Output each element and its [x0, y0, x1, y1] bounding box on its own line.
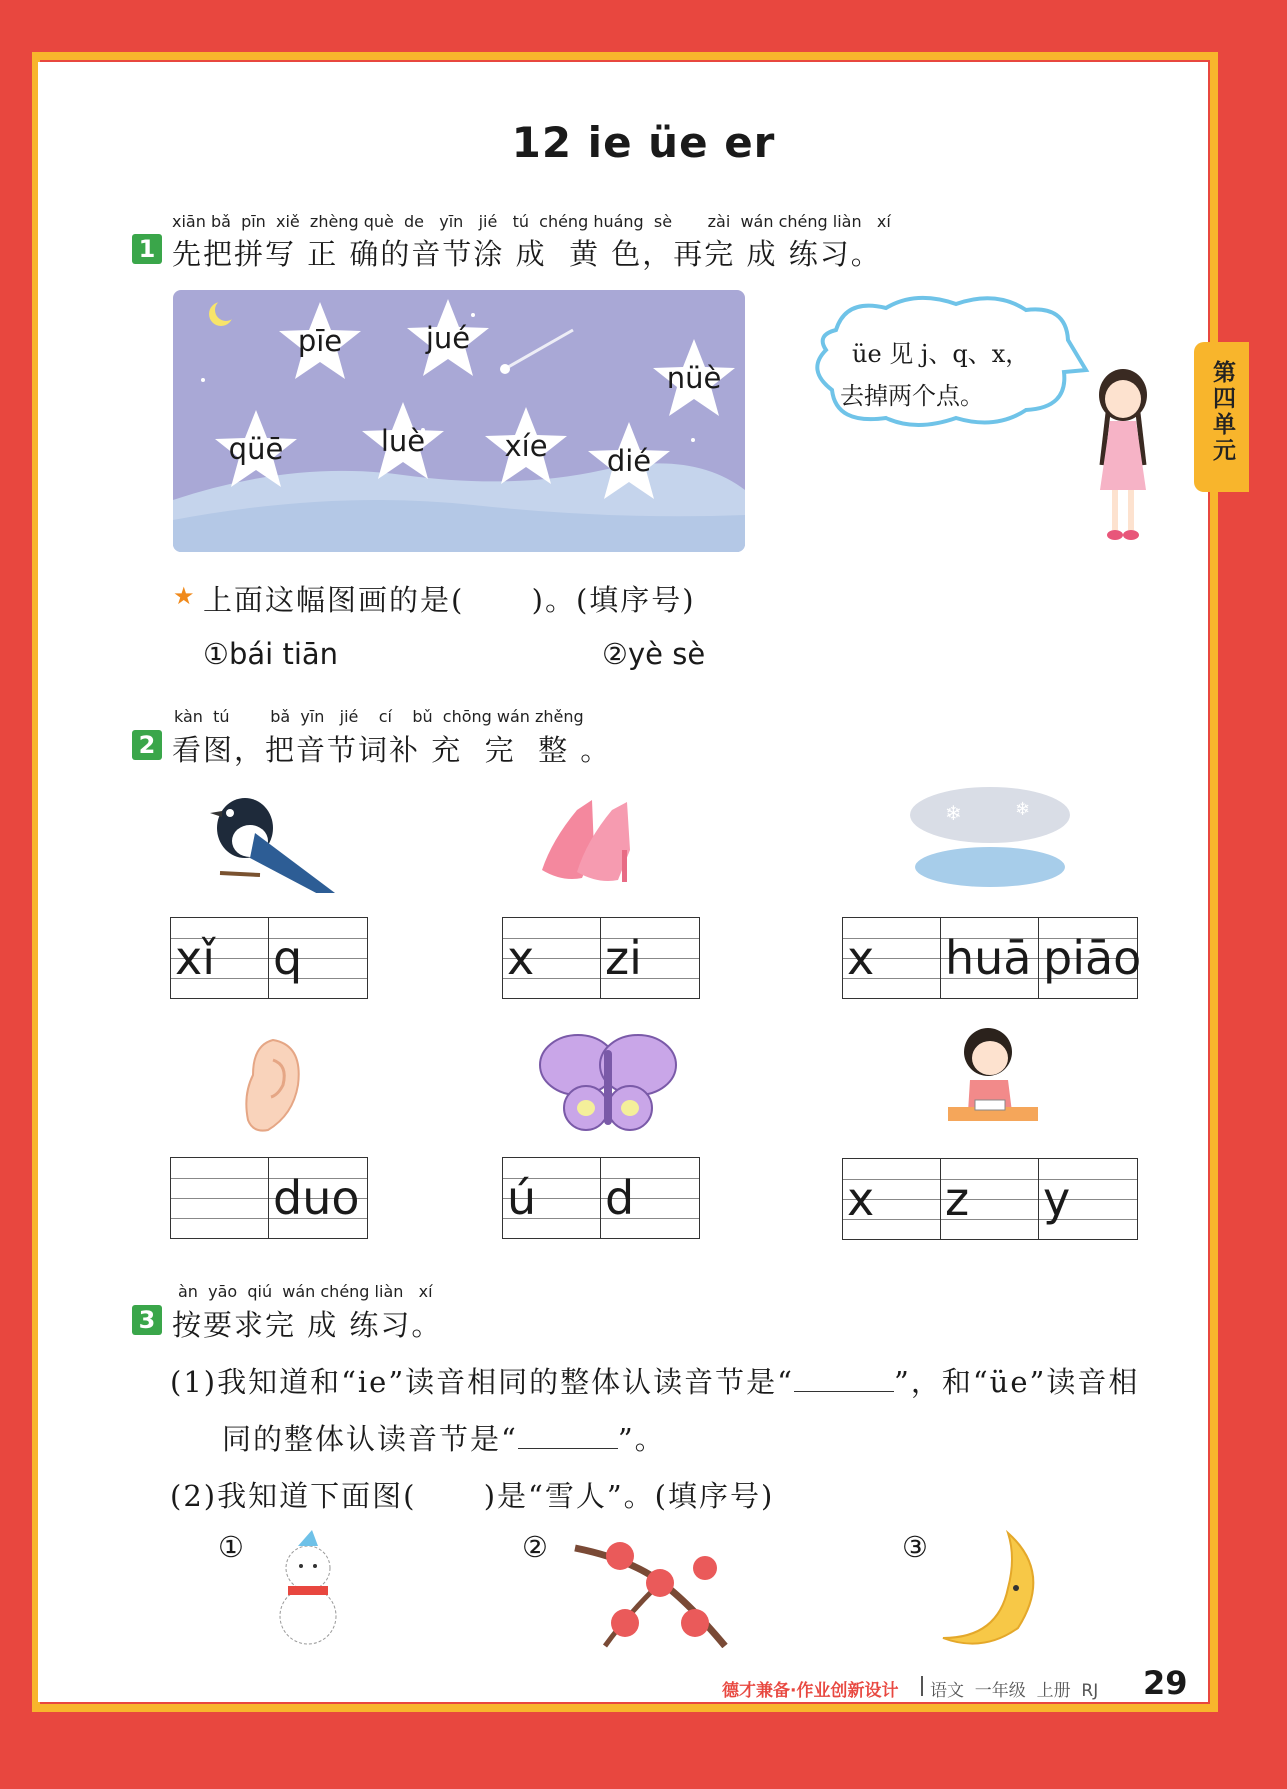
pinyin-grid [170, 917, 368, 999]
pinyin-cell-text: huā [945, 931, 1032, 985]
syllable-star[interactable] [586, 420, 672, 502]
q3-choice-1: ① [218, 1530, 244, 1564]
pinyin-cell[interactable] [601, 1158, 699, 1238]
q3-instruction: 按要求完 成 练习。 [172, 1308, 443, 1342]
q1-number: 1 [132, 234, 162, 264]
pinyin-cell-text: q [273, 931, 303, 985]
q2-number: 2 [132, 730, 162, 760]
bubble-line-2: 去掉两个点。 [840, 382, 984, 410]
star-bullet-icon: ★ [173, 582, 195, 610]
star-syllable-label: xíe [504, 429, 548, 463]
q1-option-1: ①bái tiān [203, 637, 339, 671]
moon-picture [938, 1528, 1048, 1648]
pinyin-grid [842, 917, 1142, 999]
star-syllable-label: pīe [297, 324, 343, 358]
syllable-star[interactable] [360, 400, 446, 482]
butterfly-picture [538, 1030, 678, 1135]
star-syllable-label: qüē [228, 432, 284, 466]
pinyin-cell[interactable] [941, 918, 1039, 998]
footer-divider [921, 1676, 923, 1696]
girl-illustration [1088, 365, 1158, 550]
syllable-star[interactable] [277, 300, 363, 382]
pinyin-cell-text: xǐ [175, 931, 216, 985]
answer-blank-1[interactable] [794, 1369, 894, 1392]
lesson-title: 12 ie üe er [511, 118, 776, 167]
answer-blank-2[interactable] [518, 1426, 618, 1449]
q3-part1-text-a: (1)我知道和“ie”读音相同的整体认读音节是“ [170, 1365, 794, 1399]
q3-part2: (2)我知道下面图( )是“雪人”。(填序号) [170, 1479, 775, 1513]
pinyin-cell[interactable] [269, 918, 367, 998]
q3-part1-text-d: ”。 [617, 1422, 666, 1456]
q3-part1-text-b: ”，和“üe”读音相 [894, 1365, 1140, 1399]
star-syllable-label: nüè [666, 361, 722, 395]
unit-tab-label: 第四单元 [1209, 360, 1235, 464]
pinyin-cell[interactable] [269, 1158, 367, 1238]
q1-instruction: 先把拼写 正 确的音节涂 成 黄 色，再完 成 练习。 [172, 237, 882, 271]
pinyin-cell-text: d [605, 1171, 635, 1225]
pinyin-cell-text: zi [605, 931, 642, 985]
footer-brand: 德才兼备·作业创新设计 [722, 1681, 899, 1701]
girl-studying-picture [940, 1022, 1040, 1132]
star-syllable-label: luè [380, 424, 426, 458]
q1-pinyin: xiān bǎ pīn xiě zhèng què de yīn jié tú chéng huáng sè zài wán chéng liàn xí [172, 212, 891, 231]
pinyin-grid [842, 1158, 1138, 1240]
syllable-star[interactable] [483, 405, 569, 487]
q3-pinyin: àn yāo qiú wán chéng liàn xí [178, 1282, 433, 1301]
q3-part1-line1 [170, 1360, 1139, 1401]
bubble-line-1: üe 见 j、q、x， [852, 340, 1030, 368]
q2-instruction: 看图，把音节词补 充 完 整 。 [172, 733, 612, 767]
pinyin-cell[interactable] [941, 1159, 1039, 1239]
pinyin-cell[interactable] [1039, 918, 1142, 998]
high-heels-picture [532, 790, 644, 890]
syllable-star[interactable] [651, 337, 737, 419]
star-syllable-label: jué [425, 321, 471, 355]
plum-blossom-picture [565, 1528, 730, 1648]
q3-part1-line2 [222, 1417, 666, 1458]
magpie-picture [200, 783, 340, 893]
q3-choice-3: ③ [902, 1530, 928, 1564]
footer-info: 语文 一年级 上册 RJ [930, 1681, 1099, 1701]
pinyin-grid [170, 1157, 368, 1239]
pinyin-cell-text: x [847, 1172, 875, 1226]
pinyin-cell[interactable] [171, 918, 269, 998]
q1-question: 上面这幅图画的是( )。(填序号) [203, 583, 696, 617]
pinyin-grid [502, 917, 700, 999]
pinyin-cell-text: ú [507, 1171, 537, 1225]
pinyin-cell[interactable] [843, 918, 941, 998]
svg-text:❄: ❄ [945, 801, 962, 825]
pinyin-cell-text: y [1043, 1172, 1071, 1226]
pinyin-cell[interactable] [1039, 1159, 1137, 1239]
pinyin-cell[interactable] [171, 1158, 269, 1238]
page-number: 29 [1143, 1664, 1188, 1702]
unit-tab [1194, 342, 1249, 492]
q3-part1-text-c: 同的整体认读音节是“ [222, 1422, 518, 1456]
pinyin-cell-text: x [507, 931, 535, 985]
syllable-star[interactable] [213, 408, 299, 490]
pinyin-cell[interactable] [503, 918, 601, 998]
pinyin-cell-text: duo [273, 1171, 360, 1225]
svg-text:❄: ❄ [1015, 799, 1031, 820]
q3-choice-2: ② [522, 1530, 548, 1564]
q2-pinyin: kàn tú bǎ yīn jié cí bǔ chōng wán zhěng [174, 707, 584, 726]
pinyin-cell[interactable] [601, 918, 699, 998]
ear-picture [233, 1035, 303, 1135]
pinyin-cell-text: x [847, 931, 875, 985]
pinyin-cell-text: piāo [1043, 931, 1142, 985]
snowman-picture [268, 1528, 348, 1648]
pinyin-grid [502, 1157, 700, 1239]
pinyin-cell[interactable] [843, 1159, 941, 1239]
q1-option-2: ②yè sè [602, 637, 706, 671]
syllable-star[interactable] [405, 297, 491, 379]
pinyin-cell[interactable] [503, 1158, 601, 1238]
snow-scene-picture [905, 785, 1075, 890]
q3-number: 3 [132, 1305, 162, 1335]
pinyin-cell-text: z [945, 1172, 970, 1226]
star-syllable-label: dié [606, 444, 652, 478]
